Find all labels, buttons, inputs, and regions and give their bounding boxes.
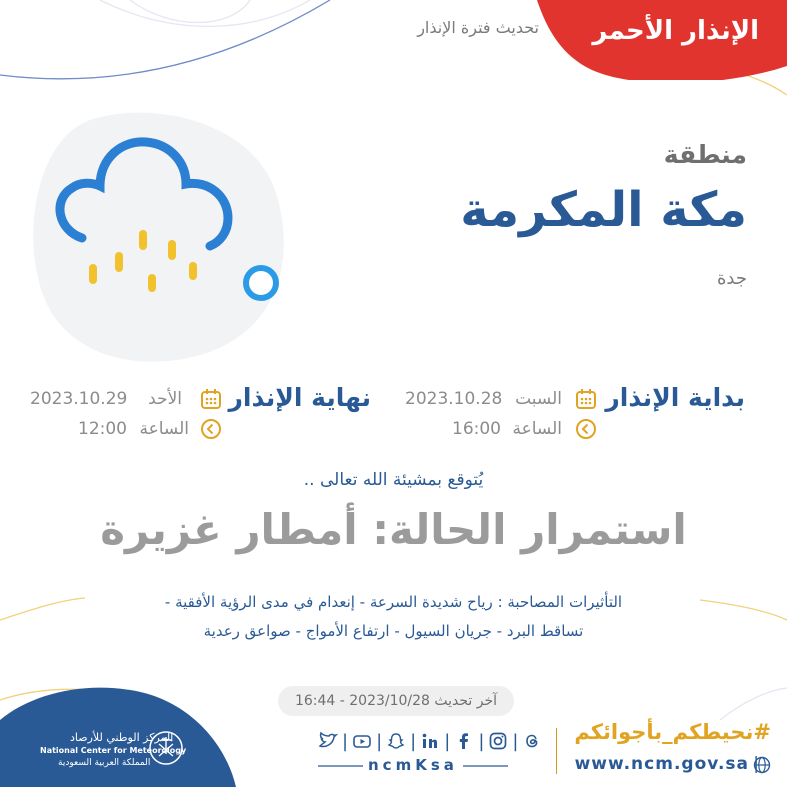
separator: | (342, 730, 349, 752)
forecast-intro: يُتوقع بمشيئة الله تعالى .. (303, 470, 484, 490)
start-day: السبت (515, 389, 562, 409)
separator: | (444, 730, 451, 752)
org-name-arabic: المركز الوطني للأرصاد (70, 731, 174, 744)
start-time-label: الساعة (512, 419, 562, 439)
calendar-icon (575, 388, 597, 410)
website-link[interactable]: www.ncm.gov.sa (574, 754, 749, 774)
chevron-circle-icon (200, 418, 222, 440)
impacts-text (60, 588, 727, 646)
separator: | (410, 730, 417, 752)
separator: | (512, 730, 519, 752)
start-date: 2023.10.28 (405, 389, 503, 409)
separator: | (376, 730, 383, 752)
instagram-icon[interactable] (488, 731, 508, 751)
region-name: مكة المكرمة (460, 182, 747, 238)
globe-icon (753, 756, 771, 774)
hashtag[interactable]: #نحيطكم_بأجوائكم (574, 720, 771, 744)
impacts-line-1: التأثيرات المصاحبة : رياح شديدة السرعة - إنعدام في مدى الرؤية الأفقية - (164, 593, 623, 611)
end-period-title: نهاية الإنذار (228, 383, 371, 412)
threads-icon[interactable] (522, 731, 542, 751)
impacts-line-2: تساقط البرد - جريان السيول - ارتفاع الأمواج - صواعق رعدية (203, 622, 584, 640)
footer-divider (556, 728, 557, 774)
country-name-arabic: المملكة العربية السعودية (58, 758, 151, 768)
update-label: تحديث فترة الإنذار (417, 18, 539, 37)
social-handle[interactable]: ncmKsa (368, 756, 458, 774)
ring-icon (246, 268, 276, 298)
social-links (318, 730, 542, 752)
end-day: الأحد (148, 389, 182, 409)
weather-icon-panel (30, 100, 290, 370)
facebook-icon[interactable] (454, 731, 474, 751)
twitter-icon[interactable] (318, 731, 338, 751)
start-period-title: بداية الإنذار (605, 383, 745, 412)
end-time-label: الساعة (139, 419, 189, 439)
youtube-icon[interactable] (352, 731, 372, 751)
end-date: 2023.10.29 (30, 389, 128, 409)
headline: استمرار الحالة: أمطار غزيرة (100, 505, 687, 554)
snapchat-icon[interactable] (386, 731, 406, 751)
chevron-circle-icon (575, 418, 597, 440)
calendar-icon (200, 388, 222, 410)
last-update-badge: آخر تحديث 2023/10/28 - 16:44 (278, 686, 514, 716)
city-name: جدة (716, 268, 747, 289)
linkedin-icon[interactable] (420, 731, 440, 751)
region-label: منطقة (663, 140, 747, 169)
end-time: 12:00 (78, 419, 127, 439)
separator: | (478, 730, 485, 752)
org-name-english: National Center for Meteorology (40, 746, 187, 755)
start-time: 16:00 (452, 419, 501, 439)
separator: | (753, 754, 759, 774)
warning-level-label: الإنذار الأحمر (592, 16, 759, 46)
